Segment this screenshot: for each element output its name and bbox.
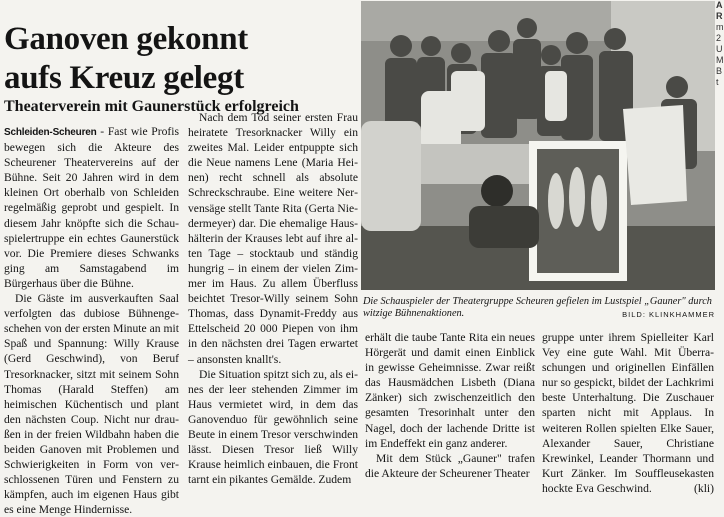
- paragraph: Die Gäste im ausverkauften Saal verfolgten das dubiose Bühnengeschehen von der ersten Minute an mit Spaß und Spannung: Willy Krause (Gerd Geschwind), von Beruf Tresorknacker, sitzt mit seinem Sohn Thomas (Harald Steffen) am heimischen Küchentisch und plant den nächsten Coup. Nicht nur draußen in der freien Wildbahn haben die beiden Ganoven mit Problemen und Schwierigkeiten in Form von verschlossenen Türen und Fenstern zu kämpfen, auch im eigenen Haus gibt es eine Menge Hindernisse.: [4, 292, 179, 517]
- author-signature: (kli): [694, 481, 714, 495]
- article-column-3: [365, 330, 535, 481]
- headline-line-1: Ganoven gekonnt: [4, 21, 248, 57]
- paragraph: Die Situation spitzt sich zu, als eines der leer stehenden Zimmer im Haus vermietet wird, in dem das Ganovenduo für gewöhnlich seine Beute in einem Tresor verschwinden lässt. Diesen Tresor ließ Willy Krause heimlich einbauen, die Front tarnt ein pikantes Gemälde. Zudem: [188, 367, 359, 487]
- paragraph: Mit dem Stück „Gauner" trafen die Akteure der Scheurener Theater: [365, 451, 535, 480]
- edge-fragment: U: [716, 44, 723, 54]
- dateline: Schleiden-Scheuren: [4, 127, 97, 138]
- paragraph: [4, 124, 179, 291]
- theater-group-photo: [361, 1, 715, 290]
- edge-fragment: A: [716, 0, 723, 10]
- paragraph: erhält die taube Tante Rita ein neues Hörgerät und damit einen Einblick in gewisse Geheimnisse. Zwar reißt das Hausmädchen Lisbeth (Diana Zänker) sich zwischenzeitlich den gesamten Tresorinhalt unter den Nagel, doch der lachende Dritte ist im Endeffekt ein ganz anderer.: [365, 331, 535, 450]
- paragraph: Nach dem Tod seiner ersten Frau heiratete Tresorknacker Willy ein zweites Mal. Leider entpuppte sich die Neue namens Lene (Maria Heinen) recht schnell als absolute Schreckschraube. Eine weitere Nervensäge stellt Tante Rita (Gerta Niedermeyer) dar. Die ehemalige Haushälterin der Krauses lebt auf ihre alten Tage – stocktaub und ständig hungrig – in einem der vielen Zimmer im Haus. Zu allem Überfluss beichtet Tresor-Willy seinem Sohn Thomas, dass Dynamit-Freddy aus Ettelscheid 20 000 Piepen von ihm in den nächsten drei Tagen erwartet – ansonsten knallt's.: [188, 111, 358, 366]
- article-column-1: [4, 124, 179, 517]
- paragraph: [542, 330, 714, 496]
- adjacent-article-fragment: [716, 0, 724, 87]
- paragraph-text: - Fast wie Profis bewegen sich die Akteure des Scheurener Theatervereins auf der Bühne. Seit 20 Jahren wird in dem kleinen Ort oberhalb von Schleiden regelmäßig geprobt und gespielt. In diesem Jahr knöpfte sich die Schauspielertruppe ein echtes Gaunerstück vor. Die Premiere dieses Schwanks ging am Samstagabend im Bürgerhaus über die Bühne.: [4, 125, 179, 290]
- caption-text: Die Schauspieler der Theatergruppe Scheuren gefielen im Lustspiel „Gauner" durch witzige Bühnenaktionen.: [363, 296, 712, 319]
- paragraph-text: gruppe unter ihrem Spielleiter Karl Vey eine gute Wahl. Mit Überraschungen und originellen Einfällen nur so gespickt, bildet der Lachkrimi beste Unterhaltung. Die Zuschauer sparten nicht mit Applaus. In weiteren Rollen spielten Elke Sauer, Alexander Sauer, Christiane Krewinkel, Leander Thormann und Kurt Zänker. Im Souffleusekasten hockte Eva Geschwind.: [542, 331, 714, 495]
- edge-fragment: 2: [716, 33, 722, 43]
- article-column-4: [542, 330, 714, 496]
- photo-caption: [363, 296, 715, 321]
- edge-fragment: M: [716, 55, 724, 65]
- photo-credit: BILD: KLINKHAMMER: [622, 310, 715, 319]
- edge-fragment: B: [716, 66, 723, 76]
- headline-line-2: aufs Kreuz gelegt: [4, 60, 244, 96]
- subheadline: Theaterverein mit Gaunerstück erfolgreich: [4, 98, 299, 115]
- edge-fragment: R: [716, 11, 723, 21]
- article-column-2: [188, 110, 358, 487]
- article-photo: [361, 1, 715, 290]
- headline: [4, 20, 359, 98]
- edge-fragment: m: [716, 22, 724, 32]
- edge-fragment: t: [716, 77, 719, 87]
